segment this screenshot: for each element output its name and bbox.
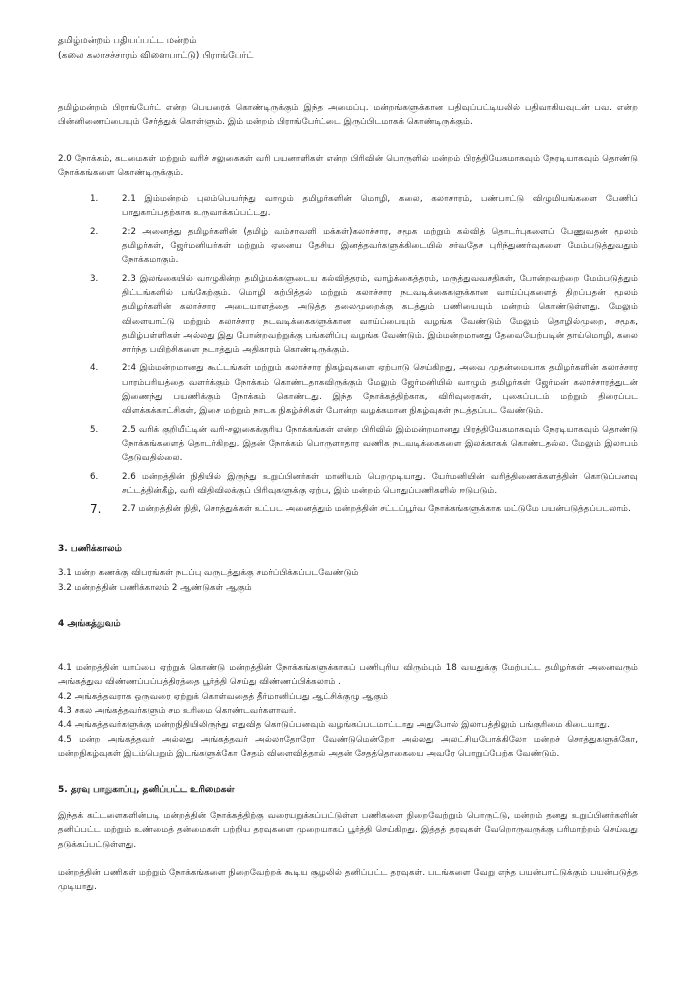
section-2-list [58,192,638,516]
list-item-number: 2. [90,226,99,237]
document-header [58,34,638,63]
section-5-paragraph-2: மன்றத்தின் பணிகள் மற்றும் நோக்கங்களை நிறைவேற்றக் கூடிய சூழலில் தனிப்பட்ட தரவுகள். படங்களை வேறு எந்த பயன்பாட்டுக்கும் பயன்படுத்த முடியாது. [58,867,638,893]
header-line-1: தமிழ்மன்றம் பதியப்பட்ட மன்றம் [58,35,197,46]
section-4-heading: 4 அங்கத்துவம் [58,619,121,630]
list-item-text: 2.3 இலங்கையில் வாழுகின்ற தமிழ்மக்களுடைய கல்வித்தரம், வாழ்க்கைத்தரம், மருத்துவவசதிகள், போன்றவற்றை மேம்படுத்தும் திட்டங்களில் பங்கேற்கும். மொழி கற்பித்தல் மற்றும் கலாச்சார நடவடிக்கைகளுக்கான வாய்ப்புகளைத் திறப்பதன் மூலம் தமிழர்களின் கலாச்சார அடையாளத்தை அடுத்த தலைமுறைக்கு கடத்தும் பணியையும் மன்றம் கொண்டுள்ளது. மேலும் விளையாட்டு மற்றும் கலாச்சார நடவடிக்கைகளுக்கான வாய்ப்பையும் வழங்க வேண்டும் மேலும் தொழில்முறை, சமூக, தமிழ்பள்ளிகள் அல்லது இது போன்றவற்றுக்கு பங்களிப்பு வழங்க வேண்டும். இம்மன்றமானது தேவையேற்படின் தாய்மொழி, கலை சார்ந்த பயிற்சிகளை நடாத்தும் அதிகாரம் கொண்டிருக்கும். [122,273,638,356]
list-item-number: 4. [90,363,99,374]
list-item [90,272,638,358]
list-item-text: 2.7 மன்றத்தின் நிதி, சொத்துக்கள் உட்பட அனைத்தும் மன்றத்தின் சட்டப்பூர்வ நோக்கங்களுக்காக மட்டுமே பயன்படுத்தப்படலாம். [122,504,631,515]
section-3-line: 3.2 மன்றத்தின் பணிக்காலம் 2 ஆண்டுகள் ஆகும் [58,582,252,593]
list-item [90,192,638,221]
section-3-heading: 3. பணிக்காலம் [58,544,122,555]
section-3-line: 3.1 மன்ற கணக்கு விபரங்கள் நடப்பு வருடத்துக்கு சமர்ப்பிக்கப்படவேண்டும் [58,568,359,579]
list-item-number: 5. [90,424,99,435]
list-item [90,423,638,466]
list-item-text: 2.5 வரிக் குறியீட்டின் வரி-சலுகைக்குரிய நோக்கங்கள் என்ற பிரிவில் இம்மன்றமானது பிரத்தியேகமாகவும் நேரடியாகவும் தொண்டு நோக்கங்களைத் தொடர்கிறது. இதன் நோக்கம் பொருளாதார வணிக நடவடிக்கைகளை இலக்காகக் கொண்டதல்ல. மேலும் இலாபம் தேடுவதில்லை. [122,424,638,464]
section-5-heading: 5. தரவு பாதுகாப்பு, தனிப்பட்ட உரிமைகள் [58,785,235,796]
header-line-2: (கலை கலாசச்சாரம் விளையாட்டு) பிராங்பேர்ட் [58,49,254,61]
list-item-text: 2.1 இம்மன்றம் புலம்பெயர்ந்து வாழும் தமிழர்களின் மொழி, கலை, கலாசாரம், பண்பாட்டு விழுமியங்களை பேணிப் பாதுகாப்பதற்காக உருவாக்கப்பட்டது. [122,194,638,219]
list-item [90,361,638,418]
section-5-paragraph-1: இந்தக் கட்டளைகளின்படி மன்றத்தின் நோக்கத்திற்கு வரையறுக்கப்பட்டுள்ள பணிகளை நிறைவேற்றும் பொருட்டு, மன்றம் தனது உறுப்பினர்களின் தனிப்பட்ட மற்றும் உண்மைத் தன்மைகள் பற்றிய தரவுகளை முறையாகப் பூர்த்தி செய்கிறது. இத்தத் தரவுகள் வேறொருவருக்கு பரிமாற்றம் செய்வது தடுக்கப்பட்டுள்ளது. [58,811,638,850]
list-item-text: 2:2 அனைத்து தமிழர்களின் (தமிழ் வம்சாவளி மக்கள்)கலாச்சார, சமூக மற்றும் கல்வித் தொடர்புகளைப் பேணுவதன் மூலம் தமிழர்கள், ஜேர்மனியர்கள் மற்றும் ஏனைய தேசிய இனத்தவர்களுக்கிடையில் சர்வதேச புரிந்துணர்வுகளை மேம்படுத்துவதும் நோக்கமாகும். [122,226,638,266]
intro-paragraph: தமிழ்மன்றம் பிராங்பேர்ட் என்ற பெயரைக் கொண்டிருக்கும் இந்த அமைப்பு. மன்றங்களுக்கான பதிவுப்பட்டியலில் பதிவாகியவுடன் பவ. என்ற பின்னிணைப்பையும் சேர்த்துக் கொள்ளும். இம் மன்றம் பிராங்பேர்ட்டை இருப்பிடமாகக் கொண்டிருக்கும். [58,103,638,128]
list-item-number: 1. [90,194,99,205]
list-item [90,470,638,499]
list-item-number: 7. [90,502,102,517]
list-item-number: 6. [90,471,99,482]
section-4-line: 4.2 அங்கத்தவராக ஒருவரை ஏற்றுக் கொள்வதைத் தீர்மானிப்பது ஆட்சிக்குழு ஆகும் [58,691,389,702]
section-4-line: 4.1 மன்றத்தின் யாப்பை ஏற்றுக் கொண்டு மன்றத்தின் நோக்கங்களுக்காகப் பணிபுரிய விரும்பும் 18 வயதுக்கு மேற்பட்ட தமிழர்கள் அனைவரும் அங்கத்துவ விண்ணப்பப்பத்திரத்தை பூர்த்தி செய்து விண்ணப்பிக்கலாம் . [58,663,638,688]
section-4-line: 4.3 சகல அங்கத்தவர்களும் சம உரிமை கொண்டவர்களாவர். [58,705,297,716]
list-item [90,225,638,268]
section-4-line: 4.5 மன்ற அங்கத்தவர் அல்லது அங்கத்தவர் அல்லாதோரோ வேண்டுமென்றோ அல்லது அலட்சியபோக்கிலோ மன்றச் சொத்துகளுக்கோ, மன்றநிகழ்வுகள் இடம்பெறும் இடங்களுக்கோ சேதம் விளைவித்தால் அதன் சேதத்தொகையை அவரே பொறுப்பேற்க வேண்டும். [58,734,638,759]
section-2-lead: 2.0 நோக்கம், கடமைகள் மற்றும் வரிச் சலுகைகள் வரி பயனாளிகள் என்ற பிரிவின் பொருளில் மன்றம் பிரத்தியேகமாகவும் நேரடியாகவும் தொண்டு நோக்கங்களை கொண்டிருக்கும். [58,153,638,178]
section-4-line: 4.4 அங்கத்தவர்களுக்கு மன்றநிதியிலிருந்து எதுவித கொடுப்பனவும் வழங்கப்படமாட்டாது அதுபோல் இலாபத்திலும் பங்குரிமை கிடையாது. [58,720,610,731]
list-item-number: 3. [90,273,99,284]
list-item-text: 2.6 மன்றத்தின் நிதியில் இருந்து உறுப்பினர்கள் மானியம் பெறமுடியாது. யேர்மனியின் வரித்திணைக்களத்தின் கொடுப்பனவு சட்டத்தின்கீழ், வரி விதிவிலக்குப் பிரிவுகளுக்கு ஏற்ப, இம் மன்றம் பொதுப்பணிகளில் ஈடுபடும். [122,471,638,496]
list-item [90,502,638,516]
list-item-text: 2:4 இம்மன்றமானது கூட்டங்கள் மற்றும் கலாச்சார நிகழ்வுகளை ஏற்பாடு செய்கிறது, அவை முதன்மையாக தமிழர்களின் கலாச்சார பாரம்பரியத்தை வளர்க்கும் நோக்கம் கொண்டதாகவிருக்கும் மேலும் ஜேர்மனியில் வாழும் தமிழர்கள் ஜேர்மன் கலாச்சாரத்துடன் இணைந்து பயணிக்கும் நோக்கம் கொண்டது. இந்த நோக்கத்திற்காக, விரிவுரைகள், புகைப்படம் மற்றும் திரைப்பட விளக்கக்காட்சிகள், இசை மற்றும் நாடக நிகழ்ச்சிகள் போன்ற வழக்கமான நிகழ்வுகள் நடத்தப்பட வேண்டும். [122,363,638,417]
